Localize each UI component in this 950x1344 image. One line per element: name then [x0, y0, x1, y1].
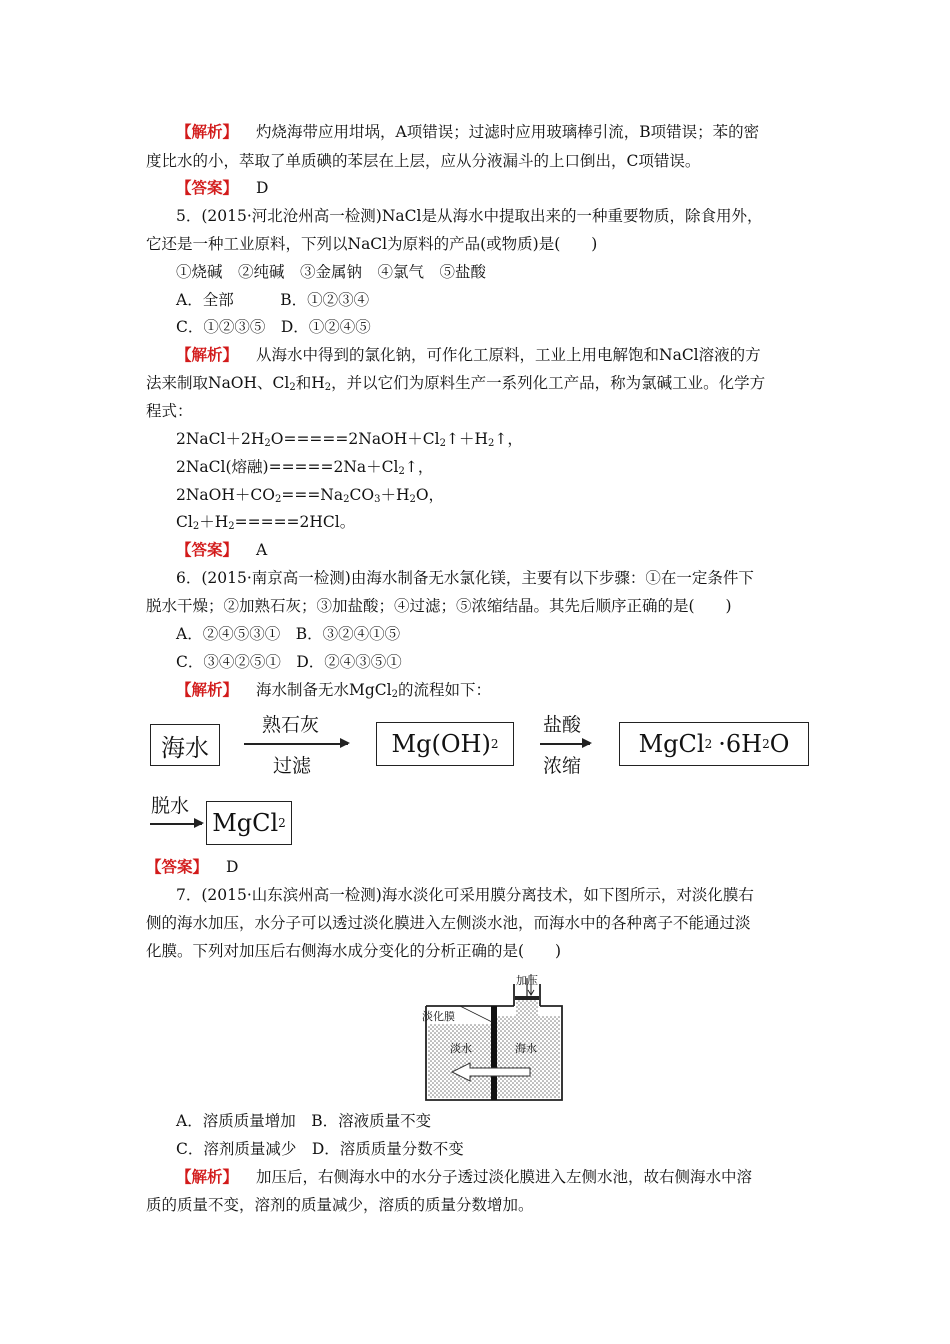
flow-arrow-3: [150, 823, 202, 825]
answer-tag: 【答案】: [146, 857, 209, 876]
analysis-tag: 【解析】: [176, 680, 239, 699]
flow-label-lime: 熟石灰: [262, 714, 320, 736]
q4-answer: 【答案】 D: [176, 178, 269, 197]
flow-box-mgcl2: MgCl 2: [206, 801, 292, 845]
analysis-tag: 【解析】: [176, 1167, 239, 1186]
q7-stem-line1: 7．(2015·山东滨州高一检测)海水淡化可采用膜分离技术，如下图所示，对淡化膜右: [176, 886, 754, 904]
membrane-label: 淡化膜: [422, 1010, 455, 1023]
equation-1: $2NaCl+2H_2O=====2NaOH+Cl_2↑+H_2↑$，: [176, 430, 523, 449]
flow-label-hcl: 盐酸: [543, 714, 582, 736]
flow-arrow-2: [540, 743, 590, 745]
flow-box-mgoh2: Mg(OH) 2: [376, 722, 514, 766]
q5-analysis-line1: 【解析】 从海水中得到的氯化钠，可作化工原料，工业上用电解饱和NaCl溶液的方: [176, 345, 761, 364]
q5-stem-line1: 5．(2015·河北沧州高一检测)NaCl是从海水中提取出来的一种重要物质，除食用外，: [176, 207, 763, 225]
pressure-label: 加压: [516, 974, 538, 987]
q4-analysis-line1: 【解析】 灼烧海带应用坩埚，A项错误；过滤时应用玻璃棒引流，B项错误；苯的密: [176, 122, 760, 141]
q7-options-ab: A．溶质质量增加 B．溶液质量不变: [176, 1112, 432, 1130]
equation-4: $Cl_2+H_2=====2HCl$。: [176, 513, 356, 532]
q6-options-cd: C．③④②⑤① D．②④③⑤①: [176, 653, 402, 671]
q5-analysis-line2: 法来制取NaOH、$Cl_2$和$H_2$，并以它们为原料生产一系列化工产品，称为氯碱工业。化学方: [146, 374, 766, 393]
membrane-figure: [420, 966, 570, 1106]
q7-stem-line2: 侧的海水加压，水分子可以透过淡化膜进入左侧淡水池，而海水中的各种离子不能通过淡: [146, 914, 751, 932]
flow-box-seawater: 海水: [150, 724, 220, 766]
q6-options-ab: A．②④⑤③① B．③②④①⑤: [176, 625, 401, 643]
equation-3: $2NaOH+CO_2===Na_2CO_3+H_2O$，: [176, 486, 445, 505]
q5-items: ①烧碱 ②纯碱 ③金属钠 ④氯气 ⑤盐酸: [176, 263, 487, 281]
analysis-tag: 【解析】: [176, 345, 239, 364]
q7-stem-line3: 化膜。下列对加压后右侧海水成分变化的分析正确的是( ): [146, 942, 562, 960]
flow-label-dehydrate: 脱水: [151, 795, 190, 817]
q6-answer: 【答案】 D: [146, 857, 239, 876]
flow-box-mgcl2-hydrate: MgCl 2 ·6H 2 O: [619, 722, 809, 766]
answer-tag: 【答案】: [176, 178, 239, 197]
fresh-water-label: 淡水: [450, 1042, 472, 1055]
q5-answer: 【答案】 A: [176, 540, 268, 559]
q5-stem-line2: 它还是一种工业原料，下列以NaCl为原料的产品(或物质)是( ): [146, 235, 598, 253]
q7-analysis-line1: 【解析】 加压后，右侧海水中的水分子透过淡化膜进入左侧水池，故右侧海水中溶: [176, 1167, 753, 1186]
q5-options-cd: C．①②③⑤ D．①②④⑤: [176, 318, 371, 336]
q6-analysis: 【解析】 海水制备无水MgCl$_2$的流程如下：: [176, 680, 492, 700]
q5-analysis-line3: 程式：: [146, 402, 193, 420]
q6-stem-line2: 脱水干燥；②加熟石灰；③加盐酸；④过滤；⑤浓缩结晶。其先后顺序正确的是( ): [146, 597, 732, 615]
equation-2: 2NaCl(熔融)$=====2Na+Cl_2↑$，: [176, 458, 434, 477]
seawater-label: 海水: [515, 1042, 537, 1055]
flow-arrow-1: [244, 743, 348, 745]
flow-label-concentrate: 浓缩: [543, 755, 582, 777]
q4-analysis-line2: 度比水的小，萃取了单质碘的苯层在上层，应从分液漏斗的上口倒出，C项错误。: [146, 152, 701, 170]
q7-options-cd: C．溶剂质量减少 D．溶质质量分数不变: [176, 1140, 464, 1158]
analysis-tag: 【解析】: [176, 122, 239, 141]
flow-label-filter: 过滤: [273, 755, 312, 777]
answer-tag: 【答案】: [176, 540, 239, 559]
q5-options-ab: A．全部 B．①②③④: [176, 291, 370, 309]
q7-analysis-line2: 质的质量不变，溶剂的质量减少，溶质的质量分数增加。: [146, 1196, 534, 1214]
q6-stem-line1: 6．(2015·南京高一检测)由海水制备无水氯化镁，主要有以下步骤：①在一定条件下: [176, 569, 754, 587]
